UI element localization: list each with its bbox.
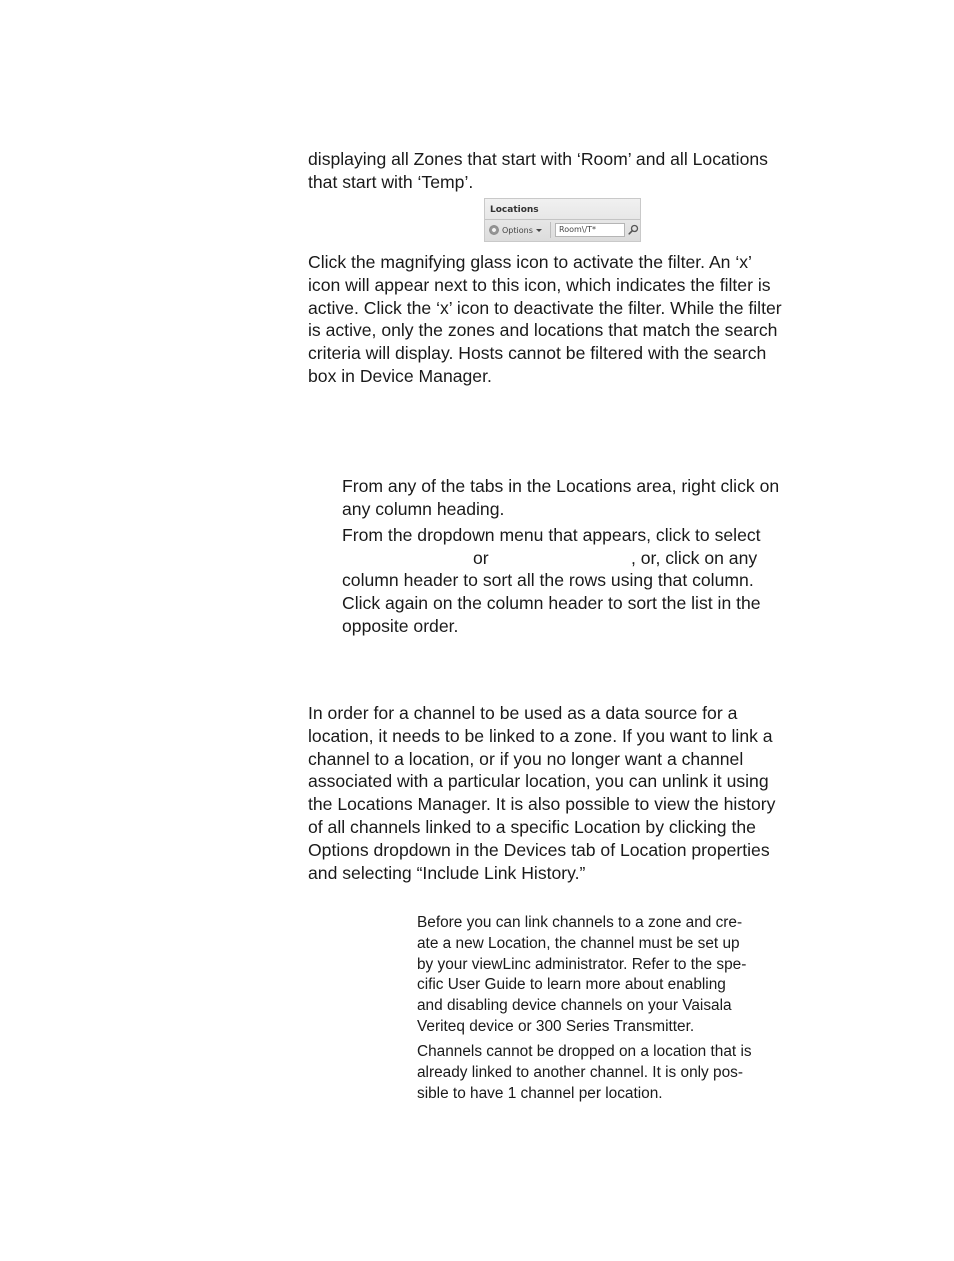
gear-icon: [489, 225, 499, 235]
options-dropdown-button[interactable]: [489, 223, 542, 237]
sort-step-1: From any of the tabs in the Locations area, right click on any column heading.: [342, 476, 780, 519]
options-label: Options: [502, 225, 533, 235]
toolbar-separator: [550, 222, 551, 238]
locations-panel-screenshot: [484, 198, 641, 242]
note-channel-setup: Before you can link channels to a zone and cre- ate a new Location, the channel must be set up by your viewLinc administrator. Refer to the spe- cific User Guide to learn more about enabling and disabling device channels on your Vaisala Veriteq device or 300 Series Transmitter.: [417, 914, 747, 1035]
sort-step-2-after: , or, click on any: [631, 548, 758, 568]
sort-step-2-or: or: [473, 548, 489, 568]
panel-divider: [485, 219, 640, 220]
linking-intro-text: In order for a channel to be used as a data source for a location, it needs to be linked to a zone. If you want to link a channel to a location, or if you no longer want a channel associated with a particular location, you can unlink it using the Locations Manager. It is also possible to view the history of all channels linked to a specific Location by clicking the Options dropdown in the Devices tab of Location properties and selecting “Include Link History.”: [308, 703, 776, 883]
sort-step-2-line-1: From the dropdown menu that appears, click to select: [342, 525, 761, 545]
locations-panel-title: Locations: [490, 205, 539, 215]
search-input[interactable]: Room\/T*: [555, 223, 625, 237]
caret-down-icon: [536, 229, 542, 232]
filter-activation-text: Click the magnifying glass icon to activate the filter. An ‘x’ icon will appear next to this icon, which indicates the filter is active. Click the ‘x’ icon to deactivate the filter. While the filter is active, only the zones and locations that match the search criteria will display. Hosts cannot be filtered with the search box in Device Manager.: [308, 252, 782, 386]
filter-intro-text: displaying all Zones that start with ‘Room’ and all Locations that start with ‘Temp’.: [308, 149, 768, 192]
note-one-channel-per-location: Channels cannot be dropped on a location that is already linked to another channel. It is only pos- sible to have 1 channel per location.: [417, 1043, 752, 1102]
sort-step-2-rest: column header to sort all the rows using that column. Click again on the column header to sort the list in the opposite order.: [342, 570, 761, 636]
magnifier-icon[interactable]: [628, 224, 639, 235]
